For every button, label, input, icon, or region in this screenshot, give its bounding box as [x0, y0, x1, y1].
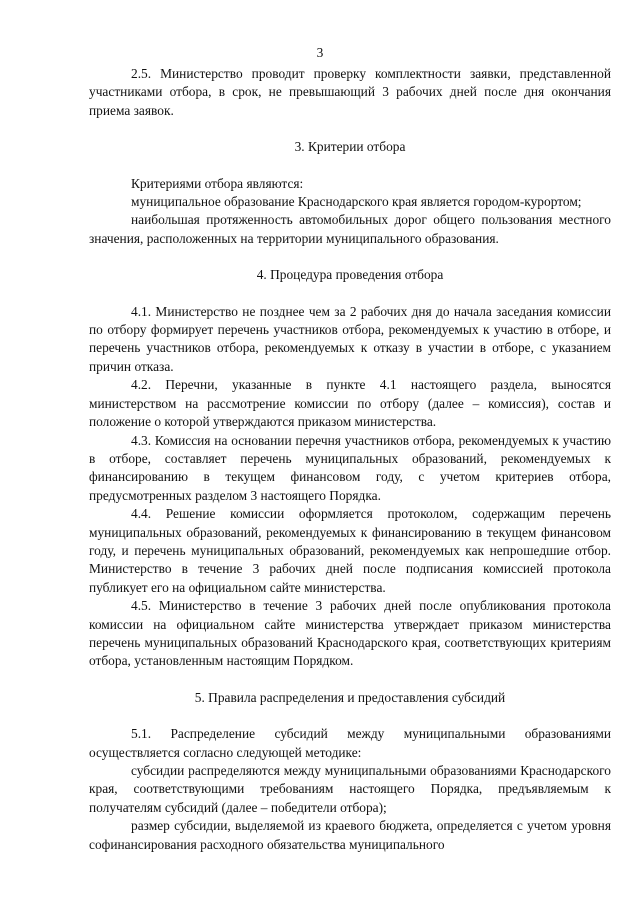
section-4-title: 4. Процедура проведения отбора	[256, 267, 444, 283]
paragraph-subsidies-distribution: субсидии распределяются между муниципальными образованиями Краснодарского края, соответствующими требованиям настоящего Порядка, предъявляемым к получателям субсидий (далее – победители отбора);	[89, 763, 611, 815]
paragraph-5-1: 5.1. Распределение субсидий между муниципальными образованиями осуществляется согласно следующей методике:	[89, 726, 611, 760]
paragraph-criteria-roads: наибольшая протяженность автомобильных дорог общего пользования местного значения, расположенных на территории муниципального образования.	[89, 212, 611, 246]
paragraph-4-3: 4.3. Комиссия на основании перечня участников отбора, рекомендуемых к участию в отборе, составляет перечень муниципальных образований, рекомендуемых к финансированию в текущем финансовом году, с учетом критериев отбора, предусмотренных разделом 3 настоящего Порядка.	[89, 432, 611, 503]
section-3-title: 3. Критерии отбора	[294, 139, 406, 155]
section-5-title: 5. Правила распределения и предоставления субсидий	[194, 689, 506, 705]
paragraph-criteria-intro: Критериями отбора являются:	[131, 175, 304, 191]
paragraph-4-5: 4.5. Министерство в течение 3 рабочих дней после опубликования протокола комиссии на официальном сайте министерства утверждает приказом министерства перечень муниципальных образований Краснодарского края, соответствующих критериям отбора, установленным настоящим Порядком.	[89, 598, 611, 669]
page-number: 3	[316, 45, 324, 60]
paragraph-4-2: 4.2. Перечни, указанные в пункте 4.1 настоящего раздела, выносятся министерством на рассмотрение комиссии по отбору (далее – комиссия), состав и положение о которой утверждаются приказом министерства.	[89, 377, 611, 430]
document-body	[89, 65, 611, 854]
paragraph-4-1: 4.1. Министерство не позднее чем за 2 рабочих дня до начала заседания комиссии по отбору формирует перечень участников отбора, рекомендуемых к участию в отборе, и перечень участников отбора, рекомендуемых к отказу в участии в отборе, с указанием причин отказа.	[89, 303, 611, 374]
paragraph-2-5: 2.5. Министерство проводит проверку комплектности заявки, представленной участниками отбора, в срок, не превышающий 3 рабочих дней после дня окончания приема заявок.	[89, 66, 611, 118]
paragraph-subsidy-size: размер субсидии, выделяемой из краевого бюджета, определяется с учетом уровня софинансирования расходного обязательства муниципального	[89, 818, 611, 852]
paragraph-4-4: 4.4. Решение комиссии оформляется протоколом, содержащим перечень муниципальных образований, рекомендуемых к финансированию в текущем финансовом году, и перечень муниципальных образований, рекомендуемых как непрошедшие отбор. Министерство в течение 3 рабочих дней после подписания комиссией протокола публикует его на официальном сайте министерства.	[89, 506, 611, 595]
paragraph-criteria-resort: муниципальное образование Краснодарского края является городом-курортом;	[131, 194, 582, 210]
